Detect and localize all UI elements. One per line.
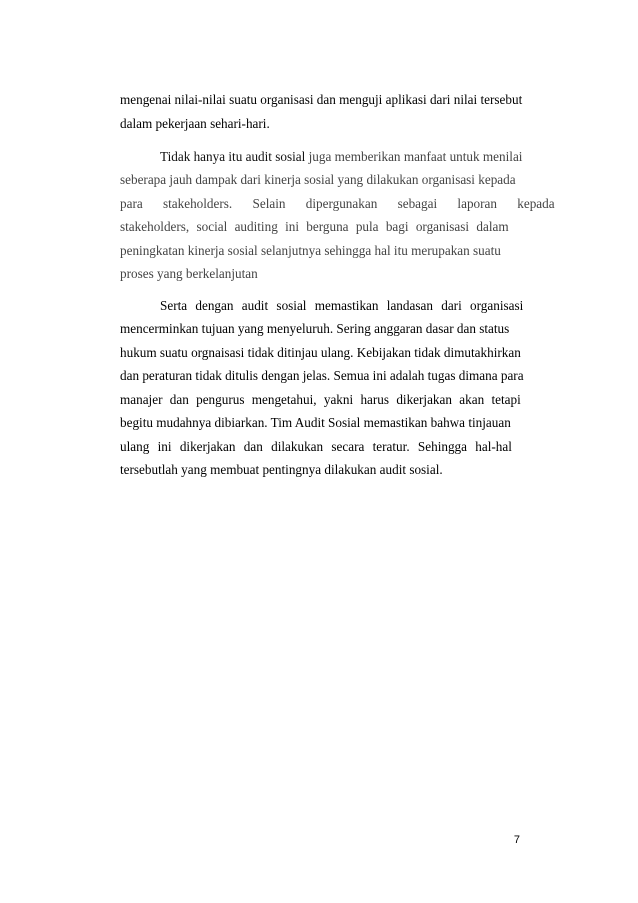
text-segment: Serta dengan audit sosial memastikan landasan dari organisasi	[160, 298, 524, 313]
text-segment: dan peraturan tidak ditulis dengan jelas. Semua ini adalah tugas dimana para	[120, 368, 524, 383]
text-segment: proses yang berkelanjutan	[120, 266, 258, 281]
text-segment: juga memberikan manfaat untuk menilai	[308, 149, 523, 164]
text-segment: Tidak hanya itu audit sosial	[160, 149, 306, 164]
text-segment: mengenai nilai-nilai suatu organisasi dan menguji aplikasi dari nilai tersebut	[120, 92, 523, 107]
paragraph-2-line-3	[120, 196, 555, 212]
paragraph-2-line-6	[120, 266, 518, 282]
paragraph-2-line-1	[160, 149, 523, 165]
text-segment: seberapa jauh dampak dari kinerja sosial yang dilakukan organisasi kepada	[120, 172, 516, 187]
paragraph-3-line-1	[160, 298, 524, 314]
text-segment: ulang ini dikerjakan dan dilakukan secara teratur. Sehingga hal-hal	[120, 439, 512, 454]
text-segment: begitu mudahnya dibiarkan. Tim Audit Sosial memastikan bahwa tinjauan	[120, 415, 511, 430]
paragraph-3-line-8	[120, 462, 518, 478]
text-segment: manajer dan pengurus mengetahui, yakni harus dikerjakan akan tetapi	[120, 392, 521, 407]
paragraph-2-line-5	[120, 243, 518, 259]
text-segment: stakeholders, social auditing ini berguna pula bagi organisasi dalam	[120, 219, 509, 234]
paragraph-1-line-2	[120, 116, 518, 132]
paragraph-3-line-5	[120, 392, 521, 408]
paragraph-3-line-2	[120, 321, 518, 337]
paragraph-3-line-7	[120, 439, 518, 455]
page-number: 7	[513, 834, 520, 846]
paragraph-1-line-1	[120, 92, 523, 108]
paragraph-2-line-4	[120, 219, 518, 235]
text-segment: tersebutlah yang membuat pentingnya dilakukan audit sosial.	[120, 462, 443, 477]
paragraph-3-line-6	[120, 415, 518, 431]
text-segment: peningkatan kinerja sosial selanjutnya sehingga hal itu merupakan suatu	[120, 243, 501, 258]
paragraph-2-line-2	[120, 172, 518, 188]
text-segment: hukum suatu orgnaisasi tidak ditinjau ulang. Kebijakan tidak dimutakhirkan	[120, 345, 521, 360]
paragraph-3-line-4	[120, 368, 524, 384]
text-segment: dalam pekerjaan sehari-hari.	[120, 116, 270, 131]
text-segment: para stakeholders. Selain dipergunakan sebagai laporan kepada	[120, 196, 555, 211]
text-segment: mencerminkan tujuan yang menyeluruh. Sering anggaran dasar dan status	[120, 321, 510, 336]
paragraph-3-line-3	[120, 345, 521, 361]
